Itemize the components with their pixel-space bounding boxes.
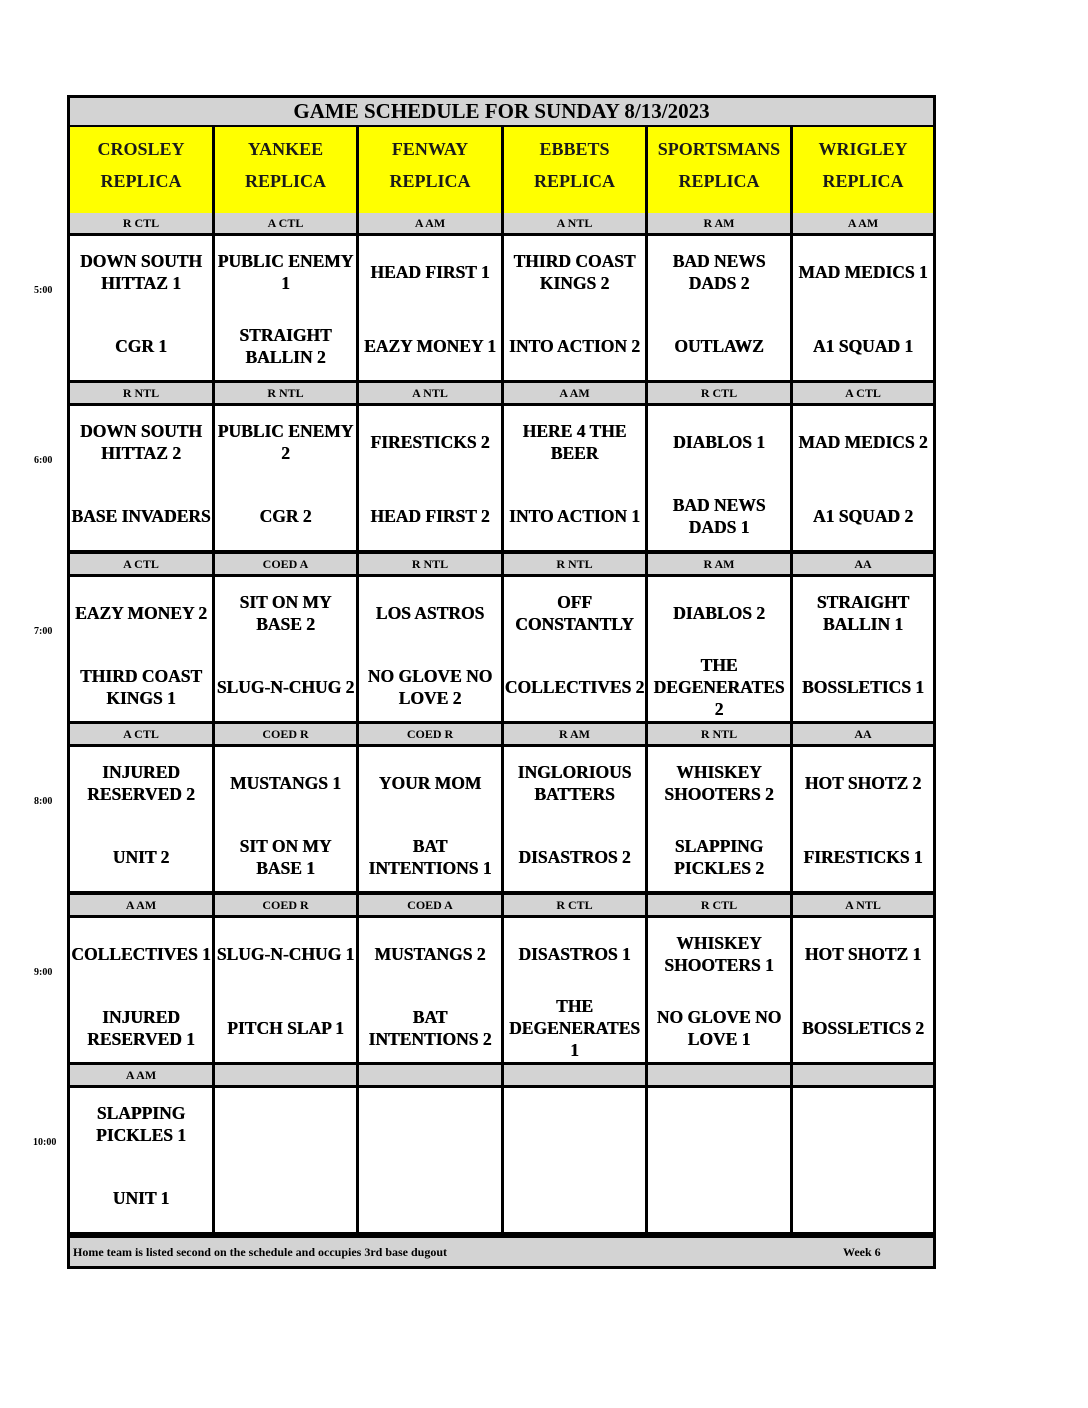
division-cell: A AM xyxy=(70,895,215,915)
game-cell xyxy=(504,577,648,721)
field-type: REPLICA xyxy=(533,171,615,191)
division-cell: COED A xyxy=(359,895,504,915)
home-team: THE DEGENERATES 1 xyxy=(509,996,640,1060)
game-cell xyxy=(793,1088,933,1232)
game-cell xyxy=(70,406,215,550)
division-cell: AA xyxy=(854,726,872,741)
game-cell xyxy=(359,577,504,721)
away-team xyxy=(215,1092,356,1156)
home-team: BOSSLETICS 2 xyxy=(801,1018,925,1038)
division-cell: R AM xyxy=(504,724,648,744)
division-row xyxy=(70,895,933,915)
time-label: 5:00 xyxy=(34,285,53,296)
away-team: SLUG-N-CHUG 1 xyxy=(216,944,355,964)
home-team: EAZY MONEY 1 xyxy=(364,336,496,356)
away-team: EAZY MONEY 2 xyxy=(75,603,207,623)
game-cell xyxy=(648,236,793,380)
division-cell: AA xyxy=(854,556,872,571)
game-cell xyxy=(359,1088,504,1232)
division-cell: A CTL xyxy=(70,724,215,744)
away-team xyxy=(359,1092,501,1156)
schedule-footer xyxy=(70,1238,933,1266)
away-team: OFF CONSTANTLY xyxy=(515,592,634,634)
division-cell: COED A xyxy=(215,554,359,574)
field-type: REPLICA xyxy=(100,171,182,191)
division-cell: R AM xyxy=(648,554,793,574)
division-cell xyxy=(504,1065,648,1085)
game-cell xyxy=(359,747,504,891)
home-team: HEAD FIRST 2 xyxy=(370,506,490,526)
game-cell xyxy=(648,577,793,721)
row-divider xyxy=(70,891,933,894)
away-team: SIT ON MY BASE 2 xyxy=(239,592,332,634)
field-name: YANKEE xyxy=(247,139,324,159)
division-cell: R NTL xyxy=(648,724,793,744)
away-team: DISASTROS 1 xyxy=(518,944,631,964)
game-cell xyxy=(70,1088,215,1232)
game-cell xyxy=(504,747,648,891)
game-cell xyxy=(648,406,793,550)
game-cell xyxy=(215,747,359,891)
division-cell: R NTL xyxy=(70,383,215,403)
time-label: 6:00 xyxy=(34,455,53,466)
division-cell: R CTL xyxy=(648,895,793,915)
time-slot-row xyxy=(70,236,933,380)
division-cell: COED R xyxy=(215,895,359,915)
away-team: MUSTANGS 2 xyxy=(374,944,486,964)
game-cell xyxy=(70,747,215,891)
away-team: INGLORIOUS BATTERS xyxy=(517,762,632,804)
away-team: DIABLOS 1 xyxy=(673,432,765,452)
division-row xyxy=(70,554,933,574)
away-team: WHISKEY SHOOTERS 1 xyxy=(664,933,774,975)
field-name: SPORTSMANS xyxy=(657,139,781,159)
home-team: CGR 2 xyxy=(259,506,312,526)
game-cell xyxy=(504,236,648,380)
away-team: THIRD COAST KINGS 2 xyxy=(513,251,636,293)
division-cell: COED R xyxy=(359,724,504,744)
game-cell xyxy=(359,406,504,550)
away-team: YOUR MOM xyxy=(378,773,482,793)
field-name: CROSLEY xyxy=(97,139,185,159)
division-cell: A AM xyxy=(70,1065,215,1085)
home-team: INTO ACTION 2 xyxy=(509,336,640,356)
game-cell xyxy=(504,1088,648,1232)
away-team: MUSTANGS 1 xyxy=(229,773,341,793)
field-header-4 xyxy=(648,127,793,213)
home-team: NO GLOVE NO LOVE 1 xyxy=(656,1007,782,1049)
away-team: LOS ASTROS xyxy=(375,603,485,623)
division-row xyxy=(70,724,933,744)
home-team: NO GLOVE NO LOVE 2 xyxy=(367,666,493,708)
time-label: 10:00 xyxy=(33,1137,57,1148)
time-label: 9:00 xyxy=(34,967,53,978)
row-divider xyxy=(70,550,933,553)
home-team: PITCH SLAP 1 xyxy=(227,1018,344,1038)
division-cell: A CTL xyxy=(845,385,881,400)
home-team: DISASTROS 2 xyxy=(518,847,631,867)
time-slot-row xyxy=(70,747,933,891)
division-cell: R CTL xyxy=(648,383,793,403)
division-cell: R NTL xyxy=(359,554,504,574)
home-team: UNIT 2 xyxy=(112,847,170,867)
home-team: INJURED RESERVED 1 xyxy=(87,1007,195,1049)
division-cell: A CTL xyxy=(215,213,359,233)
field-header-0 xyxy=(70,127,215,213)
division-cell: R NTL xyxy=(504,554,648,574)
home-team: UNIT 1 xyxy=(112,1188,170,1208)
game-cell xyxy=(215,406,359,550)
schedule-table xyxy=(67,95,936,1269)
away-team: WHISKEY SHOOTERS 2 xyxy=(664,762,774,804)
home-team: SLUG-N-CHUG 2 xyxy=(216,677,355,697)
row-divider xyxy=(70,1232,933,1235)
game-cell xyxy=(215,236,359,380)
footer-note: Home team is listed second on the schedule and occupies 3rd base dugout xyxy=(73,1245,448,1259)
division-row xyxy=(70,213,933,233)
home-team xyxy=(793,1166,933,1230)
division-cell: R NTL xyxy=(215,383,359,403)
field-name: WRIGLEY xyxy=(818,139,908,159)
game-cell xyxy=(504,918,648,1062)
home-team: A1 SQUAD 2 xyxy=(812,506,914,526)
away-team: FIRESTICKS 2 xyxy=(370,432,490,452)
home-team: SIT ON MY BASE 1 xyxy=(239,836,332,878)
home-team: COLLECTIVES 2 xyxy=(504,677,645,697)
game-cell xyxy=(648,918,793,1062)
division-cell: R AM xyxy=(648,213,793,233)
field-header-1 xyxy=(215,127,359,213)
game-cell xyxy=(504,406,648,550)
away-team: SLAPPING PICKLES 1 xyxy=(96,1103,186,1145)
game-cell xyxy=(215,1088,359,1232)
division-cell xyxy=(648,1065,793,1085)
game-cell xyxy=(215,577,359,721)
time-slot-row xyxy=(70,918,933,1062)
game-cell xyxy=(70,236,215,380)
division-row xyxy=(70,1065,933,1085)
away-team: STRAIGHT BALLIN 1 xyxy=(816,592,910,634)
home-team: CGR 1 xyxy=(114,336,167,356)
division-cell: R CTL xyxy=(70,213,215,233)
away-team: HEAD FIRST 1 xyxy=(370,262,490,282)
game-cell xyxy=(648,747,793,891)
division-row xyxy=(70,383,933,403)
away-team: PUBLIC ENEMY 1 xyxy=(217,251,354,293)
game-cell xyxy=(793,918,933,1062)
field-name: EBBETS xyxy=(539,139,610,159)
game-cell xyxy=(70,577,215,721)
division-cell: A AM xyxy=(847,215,879,230)
home-team: BAD NEWS DADS 1 xyxy=(672,495,766,537)
field-header-2 xyxy=(359,127,504,213)
division-cell: A CTL xyxy=(70,554,215,574)
week-label: Week 6 xyxy=(843,1245,881,1259)
home-team: SLAPPING PICKLES 2 xyxy=(674,836,764,878)
game-cell xyxy=(648,1088,793,1232)
away-team: PUBLIC ENEMY 2 xyxy=(217,421,354,463)
time-slot-row xyxy=(70,1088,933,1232)
division-cell: A AM xyxy=(359,213,504,233)
home-team: FIRESTICKS 1 xyxy=(803,847,923,867)
game-cell xyxy=(70,918,215,1062)
division-cell xyxy=(793,1065,933,1085)
home-team xyxy=(215,1166,356,1230)
home-team: THIRD COAST KINGS 1 xyxy=(79,666,203,708)
home-team: BASE INVADERS xyxy=(71,506,211,526)
home-team xyxy=(359,1166,501,1230)
division-cell xyxy=(215,1065,359,1085)
away-team xyxy=(504,1092,645,1156)
home-team: BOSSLETICS 1 xyxy=(801,677,925,697)
home-team: THE DEGENERATES 2 xyxy=(653,655,785,719)
home-team: BAT INTENTIONS 2 xyxy=(368,1007,492,1049)
away-team: BAD NEWS DADS 2 xyxy=(672,251,766,293)
time-slot-row xyxy=(70,577,933,721)
time-label: 7:00 xyxy=(34,626,53,637)
away-team xyxy=(793,1092,933,1156)
home-team: STRAIGHT BALLIN 2 xyxy=(239,325,332,367)
field-type: REPLICA xyxy=(389,171,471,191)
field-name: FENWAY xyxy=(391,139,469,159)
away-team: INJURED RESERVED 2 xyxy=(87,762,195,804)
field-type: REPLICA xyxy=(822,171,904,191)
away-team: DOWN SOUTH HITTAZ 1 xyxy=(79,251,203,293)
home-team: BAT INTENTIONS 1 xyxy=(368,836,492,878)
game-cell xyxy=(793,577,933,721)
away-team: DIABLOS 2 xyxy=(673,603,765,623)
field-header-5 xyxy=(793,127,933,213)
away-team xyxy=(648,1092,790,1156)
division-cell: A NTL xyxy=(504,213,648,233)
home-team: INTO ACTION 1 xyxy=(509,506,640,526)
away-team: HOT SHOTZ 1 xyxy=(804,944,922,964)
game-cell xyxy=(359,918,504,1062)
away-team: MAD MEDICS 1 xyxy=(798,262,928,282)
division-cell: A NTL xyxy=(359,383,504,403)
game-cell xyxy=(215,918,359,1062)
division-cell: COED R xyxy=(215,724,359,744)
game-cell xyxy=(793,406,933,550)
home-team xyxy=(648,1166,790,1230)
field-type: REPLICA xyxy=(678,171,760,191)
division-cell: A NTL xyxy=(845,897,881,912)
away-team: HOT SHOTZ 2 xyxy=(804,773,922,793)
time-label: 8:00 xyxy=(34,796,53,807)
field-type: REPLICA xyxy=(244,171,326,191)
field-header-3 xyxy=(504,127,648,213)
division-cell xyxy=(359,1065,504,1085)
home-team: A1 SQUAD 1 xyxy=(812,336,914,356)
game-cell xyxy=(359,236,504,380)
division-cell: R CTL xyxy=(504,895,648,915)
time-slot-row xyxy=(70,406,933,550)
game-cell xyxy=(793,236,933,380)
home-team xyxy=(504,1166,645,1230)
home-team: OUTLAWZ xyxy=(674,336,764,356)
away-team: DOWN SOUTH HITTAZ 2 xyxy=(79,421,203,463)
game-cell xyxy=(793,747,933,891)
away-team: COLLECTIVES 1 xyxy=(71,944,211,964)
division-cell: A AM xyxy=(504,383,648,403)
schedule-title: GAME SCHEDULE FOR SUNDAY 8/13/2023 xyxy=(70,98,933,127)
away-team: MAD MEDICS 2 xyxy=(798,432,928,452)
away-team: HERE 4 THE BEER xyxy=(522,421,627,463)
